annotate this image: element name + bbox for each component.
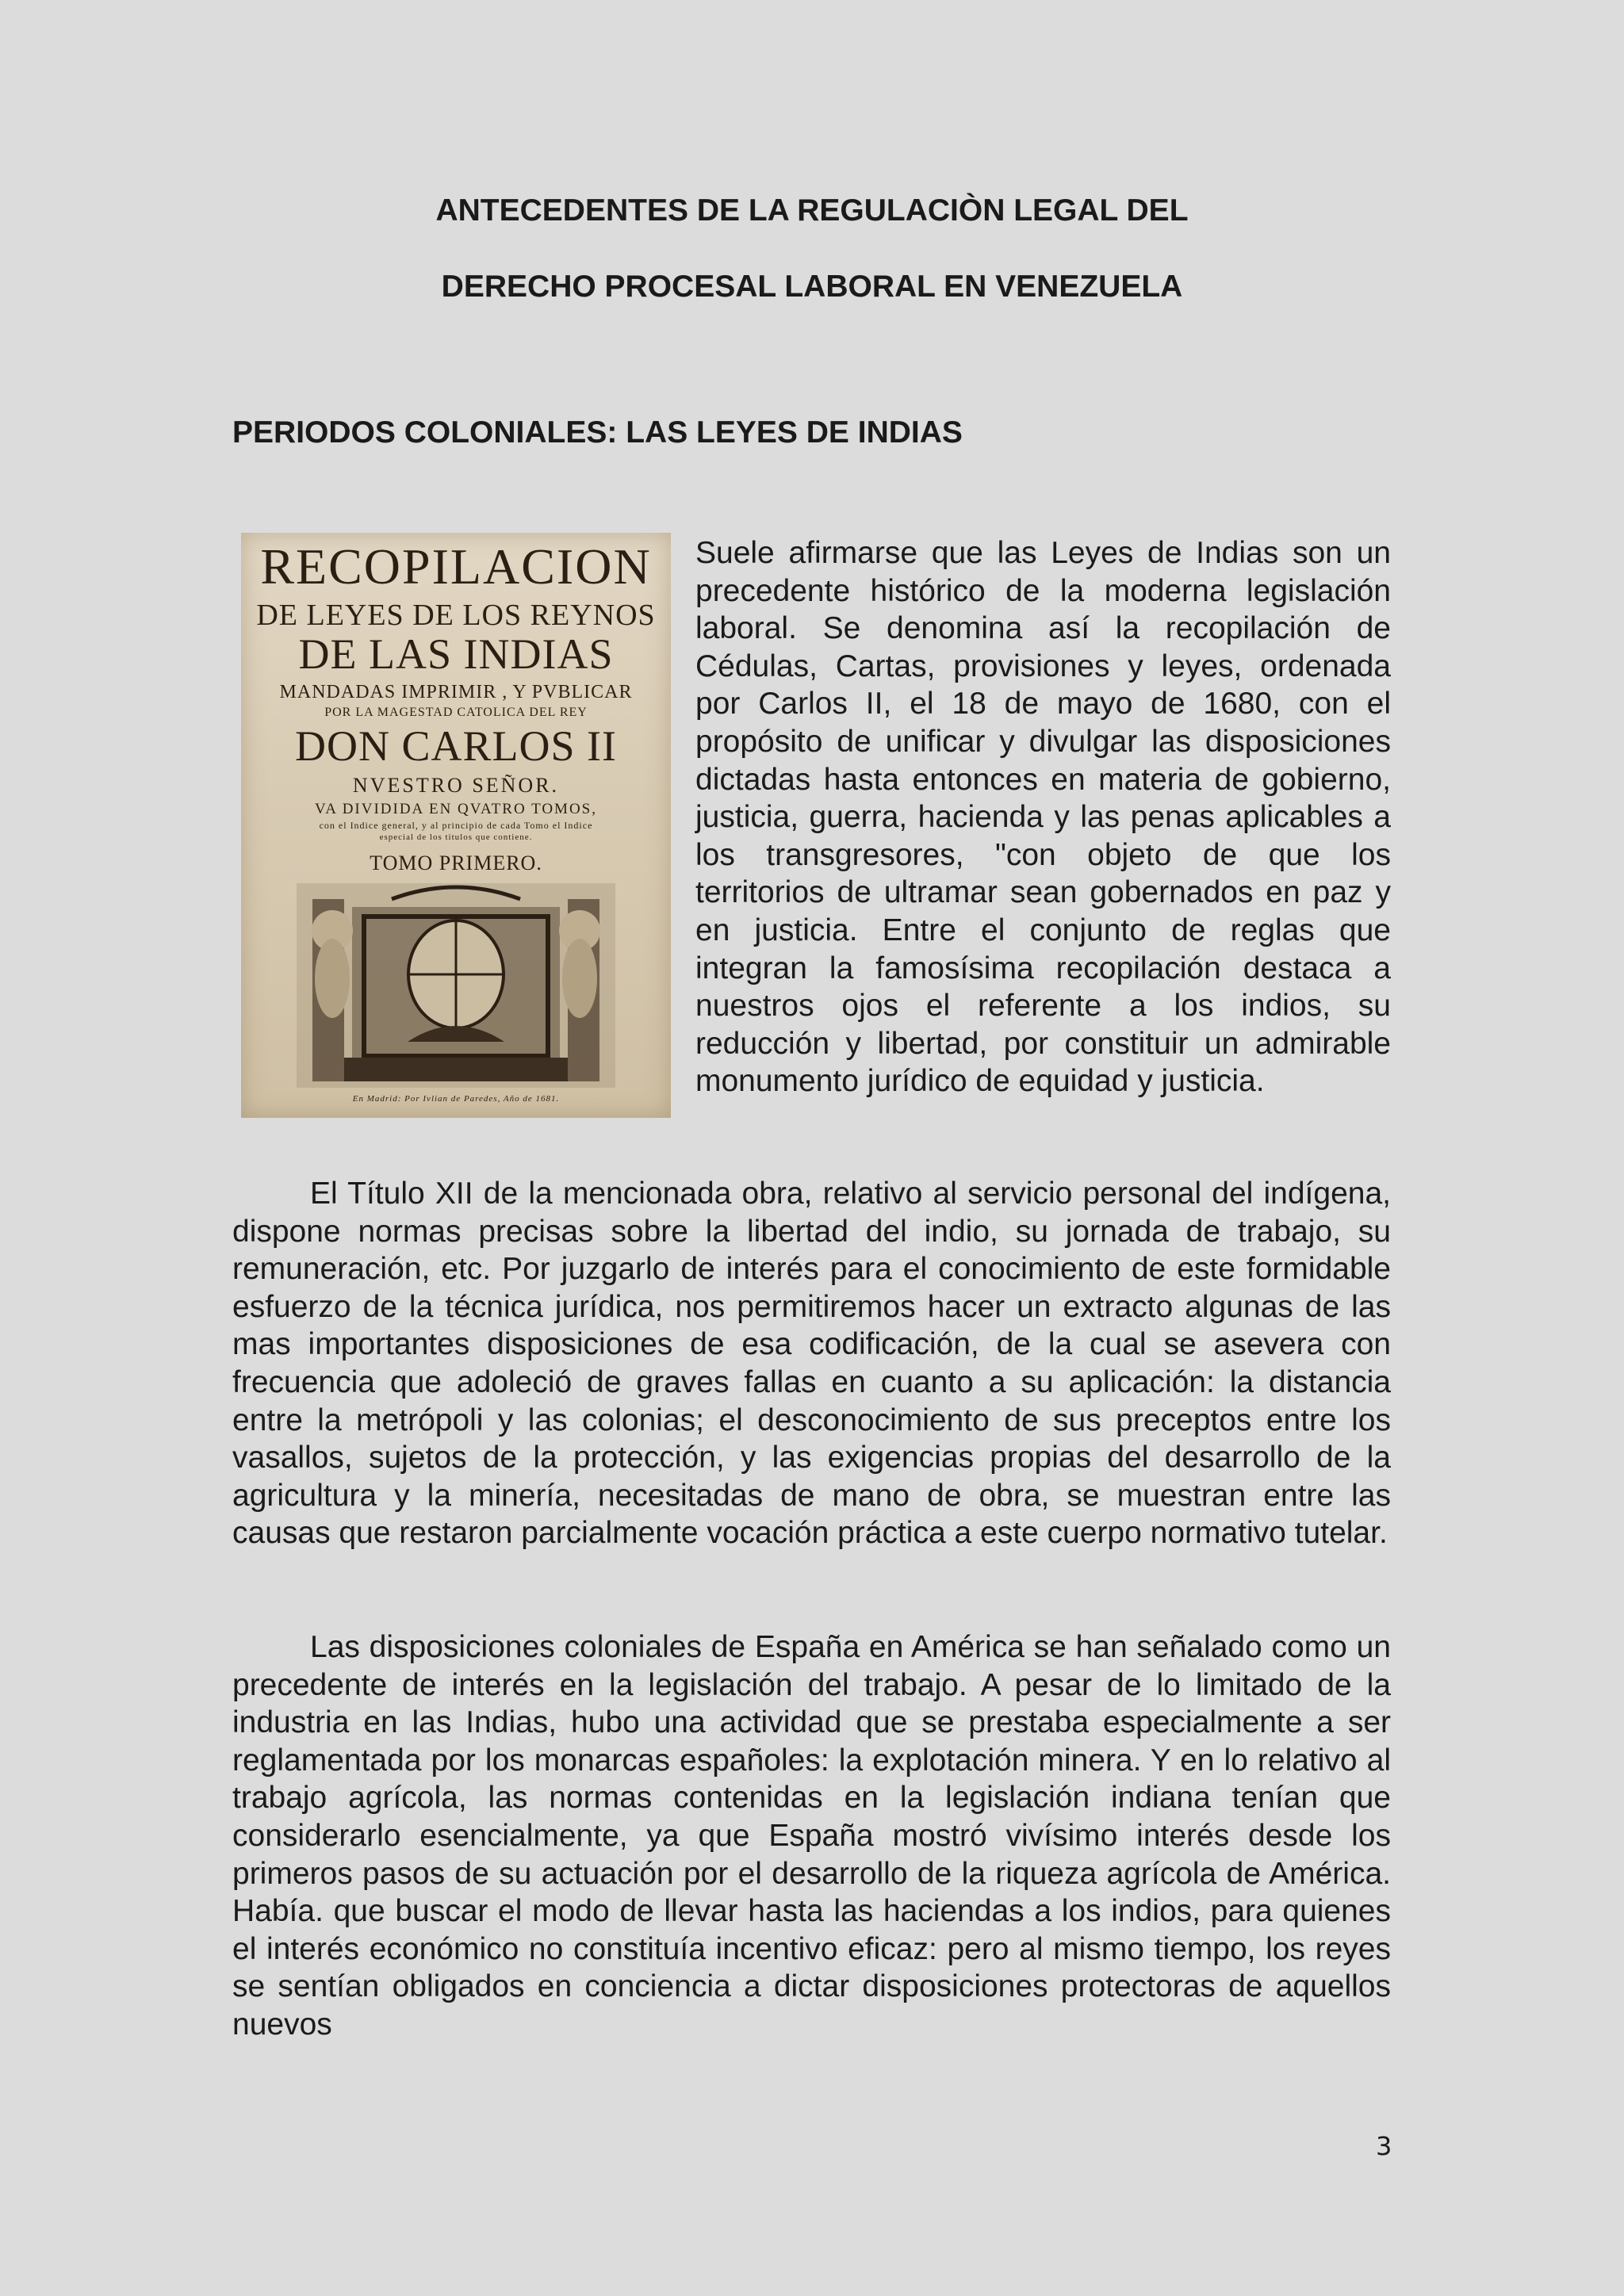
cover-line: con el Indice general, y al principio de cada Tomo el Indice (319, 820, 593, 831)
title-line-2: DERECHO PROCESAL LABORAL EN VENEZUELA (441, 270, 1183, 304)
cover-line: MANDADAS IMPRIMIR , Y PVBLICAR (279, 682, 633, 702)
section-heading: PERIODOS COLONIALES: LAS LEYES DE INDIAS (232, 415, 963, 450)
document-title (233, 173, 1391, 325)
intro-paragraph: Suele afirmarse que las Leyes de Indias son un precedente histórico de la moderna legislación laboral. Se denomina así la recopilación de Cédulas, Cartas, provisiones y leyes, ordenada por Carlos II, el 18 de mayo de 1680, con el propósito de unificar y divulgar las disposiciones dictadas hasta entonces en materia de gobierno, justicia, guerra, hacienda y las penas aplicables a los transgresores, "con objeto de que los territorios de ultramar sean gobernados en paz y en justicia. Entre el conjunto de reglas que integran la famosísima recopilación destaca a nuestros ojos el referente a los indios, su reducción y libertad, por constituir un admirable monumento jurídico de equidad y justicia. (695, 536, 1391, 1099)
cover-line: VA DIVIDIDA EN QVATRO TOMOS, (315, 801, 597, 817)
cover-line: DE LEYES DE LOS REYNOS (256, 599, 656, 632)
cover-line: DON CARLOS II (294, 722, 617, 770)
cover-line: TOMO PRIMERO. (370, 851, 542, 874)
paragraph-2: El Título XII de la mencionada obra, relativo al servicio personal del indígena, dispone normas precisas sobre la libertad del indio, su jornada de trabajo, su remuneración, etc. Por juzgarlo de interés para el conocimiento de este formidable esfuerzo de la técnica jurídica, nos permitiremos hacer un extracto algunas de las mas importantes disposiciones de esa codificación, de la cual se asevera con frecuencia que adoleció de graves fallas en cuanto a su aplicación: la distancia entre la metrópoli y las colonias; el desconocimiento de sus preceptos entre los vasallos, sujetos de la protección, y las exigencias propias del desarrollo de la agricultura y la minería, necesitadas de mano de obra, se muestran entre las causas que restaron parcialmente vocación práctica a este cuerpo normativo tutelar. (232, 1177, 1391, 1551)
title-line-1: ANTECEDENTES DE LA REGULACIÒN LEGAL DEL (435, 193, 1189, 228)
cover-line: NVESTRO SEÑOR. (352, 774, 560, 797)
cover-line: RECOPILACION (260, 538, 652, 595)
coat-of-arms-engraving (297, 883, 615, 1088)
page-number: 3 (1376, 2131, 1392, 2161)
cover-line: POR LA MAGESTAD CATOLICA DEL REY (324, 706, 588, 719)
cover-line: DE LAS INDIAS (298, 630, 614, 678)
paragraph-3: Las disposiciones coloniales de España en América se han señalado como un precedente de interés en la legislación del trabajo. A pesar de lo limitado de la industria en las Indias, hubo una actividad que se prestaba especialmente a ser reglamentada por los monarcas españoles: la explotación minera. Y en lo relativo al trabajo agrícola, las normas contenidas en la legislación indiana tenían que considerarlo esencialmente, ya que España mostró vivísimo interés desde los primeros pasos de su actuación por el desarrollo de la riqueza agrícola de América. Había. que buscar el modo de llevar hasta las haciendas a los indios, para quienes el interés económico no constituía incentivo eficaz: pero al mismo tiempo, los reyes se sentían obligados en conciencia a dictar disposiciones protectoras de aquellos nuevos (232, 1630, 1391, 2042)
cover-line: especial de los titulos que contiene. (379, 832, 533, 842)
book-cover-image (241, 533, 671, 1118)
cover-imprint: En Madrid: Por Ivlian de Paredes, Año de 1681. (352, 1094, 560, 1104)
